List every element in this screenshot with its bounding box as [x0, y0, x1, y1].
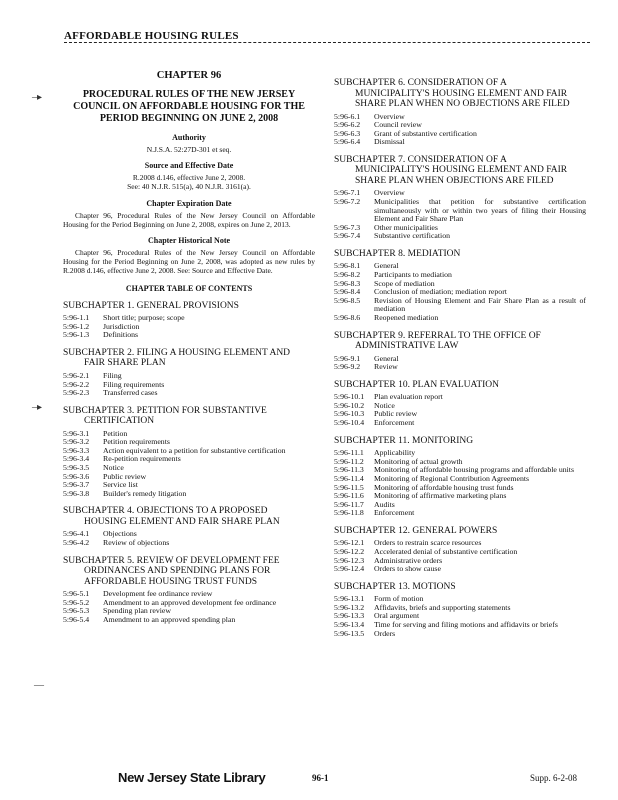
toc-entry [63, 372, 315, 381]
section-title: Definitions [103, 330, 139, 340]
section-title: Amendment to an approved development fee ordinance [103, 597, 277, 607]
subchapter-title [63, 506, 315, 527]
section-title: Overview [374, 111, 405, 121]
toc-entry [334, 604, 586, 613]
section-number: 5:96-11.4 [334, 473, 364, 483]
section-number: 5:96-5.4 [63, 614, 90, 624]
toc-entry [63, 323, 315, 332]
section-number: 5:96-12.1 [334, 538, 365, 548]
section-number: 5:96-6.3 [334, 128, 361, 138]
toc-entry [334, 113, 586, 122]
section-title: Action equivalent to a petition for substantive certification [103, 445, 286, 455]
section-number: 5:96-6.4 [334, 137, 361, 147]
authority-heading: Authority [172, 133, 206, 142]
subchapter-title [334, 436, 586, 447]
section-number: 5:96-3.6 [63, 471, 90, 481]
section-number: 5:96-11.8 [334, 508, 364, 518]
toc-entry [334, 314, 586, 323]
section-title: Monitoring of Regional Contribution Agreements [374, 473, 530, 483]
section-number: 5:96-5.2 [63, 597, 90, 607]
toc-entry [334, 501, 586, 510]
section-title: Service list [103, 480, 138, 490]
section-number: 5:96-7.1 [334, 188, 361, 198]
toc-heading: CHAPTER TABLE OF CONTENTS [125, 283, 253, 293]
section-title: Overview [374, 188, 405, 198]
toc-entry [334, 565, 586, 574]
subchapter-title-line: MUNICIPALITY'S HOUSING ELEMENT AND FAIR [355, 88, 568, 99]
section-title: Notice [374, 400, 395, 410]
section-title: Public review [103, 471, 147, 481]
section-number: 5:96-7.4 [334, 231, 361, 241]
section-number: 5:96-12.3 [334, 555, 365, 565]
subchapter-title [334, 249, 586, 260]
subchapter-title [63, 348, 315, 369]
section-title: Plan evaluation report [374, 392, 443, 402]
section-title: Public review [374, 409, 418, 419]
section-title: Audits [374, 499, 395, 509]
toc-entry [334, 410, 586, 419]
section-title: Grant of substantive certification [374, 128, 477, 138]
toc-entry [334, 402, 586, 411]
section-title: Accelerated denial of substantive certification [374, 547, 518, 556]
section-number: 5:96-8.1 [334, 261, 361, 271]
historical-text: Chapter 96, Procedural Rules of the New Jersey Council on Affordable Housing for the Period Beginning on June 2, 2008, was adopted as new rules by R.2008 d.146, effective June 2, 2008. See: Source and Effective Date. [63, 248, 315, 276]
subchapter-title-line: SUBCHAPTER 13. MOTIONS [334, 581, 456, 592]
toc-entry [63, 530, 315, 539]
toc-entry [334, 393, 586, 402]
toc-entry [334, 363, 586, 372]
section-number: 5:96-7.3 [334, 222, 361, 232]
section-title: Builder's remedy litigation [103, 488, 187, 498]
toc-entry [63, 481, 315, 490]
section-number: 5:96-3.5 [63, 463, 90, 473]
section-number: 5:96-6.2 [334, 120, 361, 130]
toc-entry [334, 297, 586, 314]
section-number: 5:96-11.7 [334, 499, 364, 509]
toc-entry [334, 138, 586, 147]
toc-entry [334, 419, 586, 428]
section-title: Objections [103, 529, 137, 539]
subchapter-title-line: SUBCHAPTER 5. REVIEW OF DEVELOPMENT FEE [63, 555, 280, 566]
section-number: 5:96-10.4 [334, 418, 365, 428]
section-number: 5:96-11.3 [334, 465, 364, 475]
toc-entry [63, 389, 315, 398]
section-title: Reopened mediation [374, 313, 439, 322]
section-number: 5:96-4.2 [63, 538, 90, 548]
section-number: 5:96-5.3 [63, 606, 90, 616]
subchapter-title [334, 331, 586, 352]
section-number: 5:96-3.8 [63, 488, 90, 498]
section-title: General [374, 261, 399, 271]
toc-entry [63, 381, 315, 390]
running-header-title: AFFORDABLE HOUSING RULES [64, 30, 239, 42]
toc-entry [63, 473, 315, 482]
section-number: 5:96-8.3 [334, 278, 361, 288]
subchapter-title-line: SUBCHAPTER 6. CONSIDERATION OF A [334, 78, 507, 88]
toc-entry [334, 548, 586, 557]
section-title: Development fee ordinance review [103, 589, 213, 599]
margin-arrow-mark: –▸ [32, 92, 43, 103]
toc-entry [334, 557, 586, 566]
section-number: 5:96-13.4 [334, 620, 365, 630]
section-number: 5:96-11.6 [334, 491, 364, 501]
expiration-heading: Chapter Expiration Date [146, 198, 232, 208]
authority-text: N.J.S.A. 52:27D-301 et seq. [146, 145, 232, 154]
section-title: Dismissal [374, 137, 405, 147]
subchapter-title [334, 78, 586, 110]
section-title: Time for serving and filing motions and affidavits or briefs [374, 620, 558, 630]
toc-entry [63, 455, 315, 464]
section-number: 5:96-1.2 [63, 321, 90, 331]
subchapter-title-line: SUBCHAPTER 8. MEDIATION [334, 248, 461, 259]
section-number: 5:96-1.1 [63, 313, 90, 323]
subchapter-title [63, 301, 315, 312]
toc-entry [63, 314, 315, 323]
section-number: 5:96-8.6 [334, 313, 361, 322]
toc-entry [334, 198, 586, 224]
section-number: 5:96-13.5 [334, 628, 365, 638]
toc-entry [334, 262, 586, 271]
section-title: Applicability [374, 448, 416, 458]
section-title: Council review [374, 120, 422, 130]
supplement-date: Supp. 6-2-08 [530, 773, 577, 783]
section-number: 5:96-11.5 [334, 482, 364, 492]
toc-entry [334, 232, 586, 241]
section-title: Enforcement [374, 418, 415, 428]
subchapter-title-line: SUBCHAPTER 11. MONITORING [334, 435, 474, 446]
section-title: Participants to mediation [374, 270, 452, 280]
subchapter-title-line: SUBCHAPTER 1. GENERAL PROVISIONS [63, 300, 239, 311]
toc-entry [63, 430, 315, 439]
toc-entry [63, 447, 315, 456]
section-title: Monitoring of affordable housing trust funds [374, 482, 514, 492]
subchapter-title [334, 582, 586, 593]
page-number: 96-1 [312, 773, 329, 783]
section-title: Review of objections [103, 538, 170, 548]
section-number: 5:96-3.4 [63, 454, 90, 464]
section-title: Monitoring of affirmative marketing plans [374, 491, 507, 501]
section-number: 5:96-1.3 [63, 330, 90, 340]
subchapter-title-line: MUNICIPALITY'S HOUSING ELEMENT AND FAIR [355, 165, 568, 176]
subchapter-title [63, 406, 315, 427]
toc-entry [63, 599, 315, 608]
section-title: Filing requirements [103, 379, 165, 389]
toc-entry [63, 490, 315, 499]
section-title: Short title; purpose; scope [103, 313, 185, 323]
section-number: 5:96-13.1 [334, 594, 365, 604]
section-number: 5:96-8.5 [334, 295, 361, 305]
section-title: Transferred cases [103, 388, 158, 398]
section-title: Orders [374, 628, 396, 638]
subchapter-title [334, 526, 586, 537]
subchapter-title [334, 155, 586, 187]
section-title: Administrative orders [374, 555, 443, 565]
section-number: 5:96-9.2 [334, 362, 361, 372]
section-title: Petition requirements [103, 437, 170, 447]
section-number: 5:96-3.7 [63, 480, 90, 490]
section-title: Monitoring of actual growth [374, 456, 463, 466]
toc-entry [334, 224, 586, 233]
section-number: 5:96-10.2 [334, 400, 365, 410]
subchapter-title [334, 380, 586, 391]
subchapter-title-line: SUBCHAPTER 10. PLAN EVALUATION [334, 379, 500, 390]
running-header [64, 26, 590, 43]
section-number: 5:96-3.1 [63, 428, 90, 438]
section-title: Revision of Housing Element and Fair Share Plan as a result of mediation [374, 295, 586, 314]
section-title: Notice [103, 463, 124, 473]
section-number: 5:96-11.1 [334, 448, 364, 458]
section-number: 5:96-12.4 [334, 564, 365, 574]
section-title: Substantive certification [374, 231, 450, 241]
section-title: Affidavits, briefs and supporting statements [374, 602, 511, 612]
toc-entry [334, 630, 586, 639]
section-number: 5:96-10.3 [334, 409, 365, 419]
section-number: 5:96-8.4 [334, 287, 361, 297]
section-title: Review [374, 362, 398, 372]
section-title: Filing [103, 370, 122, 380]
toc-entry [334, 621, 586, 630]
section-number: 5:96-12.2 [334, 547, 365, 556]
subchapter-title [63, 556, 315, 588]
section-number: 5:96-11.2 [334, 456, 364, 466]
toc-entry [334, 492, 586, 501]
section-number: 5:96-13.3 [334, 611, 365, 621]
toc-right [334, 78, 586, 638]
right-column [334, 70, 586, 638]
toc-entry [63, 464, 315, 473]
toc-entry [334, 355, 586, 364]
subchapter-title-line: CERTIFICATION [84, 416, 155, 427]
toc-entry [63, 539, 315, 548]
section-number: 5:96-2.1 [63, 370, 90, 380]
section-title: Enforcement [374, 508, 415, 518]
section-number: 5:96-6.1 [334, 111, 361, 121]
toc-entry [334, 271, 586, 280]
subchapter-title-line: SUBCHAPTER 7. CONSIDERATION OF A [334, 154, 507, 165]
section-title: Scope of mediation [374, 278, 435, 288]
section-title: Form of motion [374, 594, 424, 604]
subchapter-title-line: ADMINISTRATIVE LAW [355, 341, 459, 352]
section-number: 5:96-8.2 [334, 270, 361, 280]
margin-dash-mark: — [34, 680, 44, 691]
toc-entry [63, 616, 315, 625]
section-title: Petition [103, 428, 128, 438]
section-title: Conclusion of mediation; mediation report [374, 287, 507, 297]
subchapter-title-line: SUBCHAPTER 12. GENERAL POWERS [334, 525, 498, 536]
section-title: Jurisdiction [103, 321, 140, 331]
page-footer [0, 770, 618, 790]
section-title: Re-petition requirements [103, 454, 181, 464]
section-title: Orders to restrain scarce resources [374, 538, 482, 548]
subchapter-title-line: SHARE PLAN WHEN NO OBJECTIONS ARE FILED [355, 99, 570, 109]
section-number: 5:96-2.2 [63, 379, 90, 389]
section-title: Amendment to an approved spending plan [103, 614, 236, 624]
subchapter-title-line: HOUSING ELEMENT AND FAIR SHARE PLAN [84, 516, 280, 527]
source-line-2: See: 40 N.J.R. 515(a), 40 N.J.R. 3161(a). [127, 182, 251, 192]
section-number: 5:96-13.2 [334, 602, 365, 612]
section-title: Orders to show cause [374, 564, 441, 574]
subchapter-title-line: AFFORDABLE HOUSING TRUST FUNDS [84, 576, 258, 587]
source-heading: Source and Effective Date [144, 161, 234, 171]
subchapter-title-line: FAIR SHARE PLAN [84, 358, 166, 369]
section-number: 5:96-3.3 [63, 445, 90, 455]
section-number: 5:96-9.1 [334, 353, 361, 363]
left-column [63, 70, 315, 625]
expiration-text: Chapter 96, Procedural Rules of the New Jersey Council on Affordable Housing for the Period Beginning on June 2, 2008, expires on June 2, 2013. [63, 210, 315, 229]
subchapter-title-line: SUBCHAPTER 4. OBJECTIONS TO A PROPOSED [63, 506, 268, 517]
section-number: 5:96-4.1 [63, 529, 90, 539]
subchapter-title-line: ORDINANCES AND SPENDING PLANS FOR [84, 566, 271, 577]
section-number: 5:96-3.2 [63, 437, 90, 447]
section-number: 5:96-5.1 [63, 589, 90, 599]
section-number: 5:96-7.2 [334, 196, 361, 206]
subchapter-title-line: SUBCHAPTER 9. REFERRAL TO THE OFFICE OF [334, 330, 541, 341]
section-number: 5:96-2.3 [63, 388, 90, 398]
margin-arrow-mark: –▸ [32, 402, 43, 413]
historical-heading: Chapter Historical Note [147, 236, 231, 246]
subchapter-title-line: SUBCHAPTER 3. PETITION FOR SUBSTANTIVE [63, 405, 267, 416]
section-title: Monitoring of affordable housing programs and affordable units [374, 465, 575, 475]
subchapter-title-line: SHARE PLAN WHEN OBJECTIONS ARE FILED [355, 175, 554, 186]
section-title: Spending plan review [103, 606, 171, 616]
toc-entry [334, 509, 586, 518]
toc-entry [63, 331, 315, 340]
toc-left [63, 301, 315, 625]
library-stamp: New Jersey State Library [118, 770, 266, 785]
source-line-1: R.2008 d.146, effective June 2, 2008. [132, 173, 246, 183]
section-title: Municipalities that petition for substantive certification simultaneously with or within two years of filing their Housing Element and Fair Share Plan [374, 196, 586, 224]
section-title: Other municipalities [374, 222, 438, 232]
chapter-title: PROCEDURAL RULES OF THE NEW JERSEY COUNCIL ON AFFORDABLE HOUSING FOR THE PERIOD BEGINNING ON JUNE 2, 2008 [73, 89, 305, 124]
section-title: Oral argument [374, 611, 420, 621]
subchapter-title-line: SUBCHAPTER 2. FILING A HOUSING ELEMENT AND [63, 347, 291, 358]
section-title: General [374, 353, 399, 363]
toc-entry [334, 130, 586, 139]
chapter-number: CHAPTER 96 [156, 70, 222, 81]
section-number: 5:96-10.1 [334, 392, 365, 402]
